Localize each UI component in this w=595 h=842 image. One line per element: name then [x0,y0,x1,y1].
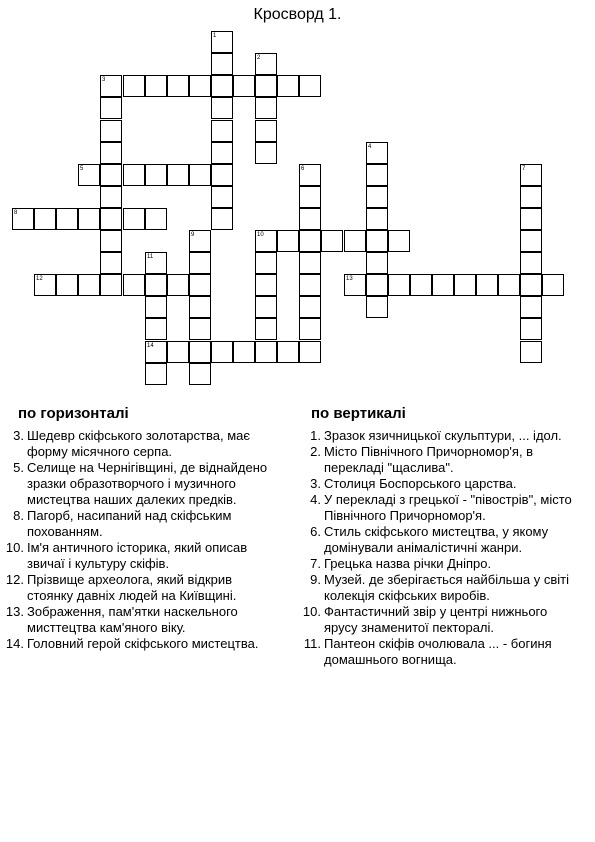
clue-text: Селище на Чернігівщині, де віднайдено зразки образотворчого і музичного мистецтва наших далеких предків. [27,460,268,507]
crossword-cell[interactable] [299,164,321,186]
cell-number: 1 [213,33,217,39]
clue-number: 12. [5,572,24,587]
clue-number: 11. [303,636,321,651]
clue-number: 8. [13,508,24,523]
crossword-cell[interactable] [123,208,145,230]
crossword-cell[interactable] [100,230,122,252]
clue-item [302,604,575,636]
crossword-cell[interactable] [211,208,233,230]
cell-number: 2 [257,55,261,61]
clue-item [305,524,575,556]
crossword-cell[interactable] [145,164,167,186]
clue-text: Ім'я античного історика, який описав звичаї і культуру скіфів. [27,540,248,571]
crossword-cell[interactable] [299,186,321,208]
clue-item [305,476,575,492]
crossword-cell[interactable] [366,208,388,230]
clue-text: Столиця Боспорського царства. [324,476,517,491]
clue-item [5,604,280,636]
cell-number: 14 [147,343,154,349]
crossword-cell[interactable] [211,53,233,75]
clue-item [305,636,575,668]
clue-number: 2. [310,444,321,459]
crossword-cell[interactable] [145,75,167,97]
crossword-cell[interactable] [255,142,277,164]
cell-number: 10 [257,232,264,238]
crossword-cell[interactable] [100,120,122,142]
crossword-cell[interactable] [255,120,277,142]
crossword-cell[interactable] [299,75,321,97]
clue-text: Прізвище археолога, який відкрив стоянку давніх людей на Київщині. [27,572,237,603]
crossword-cell[interactable] [123,164,145,186]
crossword-cell[interactable] [299,252,321,274]
crossword-cell[interactable] [211,164,233,186]
clue-item [305,428,575,444]
clue-item [5,636,280,652]
page-title: Кросворд 1. [253,6,342,23]
crossword-cell[interactable] [454,274,476,296]
crossword-cell[interactable] [520,208,542,230]
cell-number: 13 [346,276,353,282]
crossword-cell[interactable] [145,252,167,274]
crossword-cell[interactable] [366,274,388,296]
clue-text: Шедевр скіфського золотарства, має форму місячного серпа. [27,428,250,459]
crossword-cell[interactable] [189,75,211,97]
crossword-cell[interactable] [189,318,211,340]
cell-number: 8 [14,210,18,216]
crossword-cell[interactable] [100,252,122,274]
crossword-cell[interactable] [366,230,388,252]
crossword-cell[interactable] [255,252,277,274]
clue-number: 9. [310,572,321,587]
crossword-cell[interactable] [123,274,145,296]
crossword-cell[interactable] [145,341,167,363]
crossword-cell[interactable] [255,341,277,363]
crossword-cell[interactable] [100,164,122,186]
clue-text: Грецька назва річки Дніпро. [324,556,492,571]
crossword-cell[interactable] [388,230,410,252]
crossword-cell[interactable] [211,341,233,363]
crossword-cell[interactable] [167,75,189,97]
clue-item [305,492,575,524]
crossword-cell[interactable] [189,341,211,363]
crossword-cell[interactable] [189,274,211,296]
crossword-cell[interactable] [277,230,299,252]
cell-number: 5 [80,166,84,172]
crossword-cell[interactable] [145,296,167,318]
cell-number: 11 [147,254,154,260]
crossword-cell[interactable] [34,274,56,296]
crossword-cell[interactable] [299,208,321,230]
clue-number: 1. [310,428,321,443]
crossword-cell[interactable] [56,208,78,230]
cell-number: 7 [522,166,526,172]
across-clues-list [5,428,280,652]
crossword-cell[interactable] [344,274,366,296]
crossword-cell[interactable] [255,75,277,97]
crossword-cell[interactable] [100,142,122,164]
crossword-cell[interactable] [78,208,100,230]
clue-text: Пагорб, насипаний над скіфським похованням. [27,508,232,539]
clue-number: 3. [13,428,24,443]
crossword-cell[interactable] [100,186,122,208]
crossword-cell[interactable] [211,186,233,208]
crossword-cell[interactable] [520,164,542,186]
crossword-cell[interactable] [255,296,277,318]
clue-text: Фантастичний звір у центрі нижнього ярусу знаменитої пекторалі. [324,604,548,635]
crossword-cell[interactable] [520,341,542,363]
crossword-cell[interactable] [388,274,410,296]
clue-number: 13. [5,604,24,619]
crossword-cell[interactable] [189,252,211,274]
crossword-cell[interactable] [211,120,233,142]
clue-text: Місто Північного Причорномор'я, в перекладі "щаслива". [324,444,534,475]
crossword-cell[interactable] [145,208,167,230]
crossword-cell[interactable] [167,274,189,296]
clue-text: Головний герой скіфського мистецтва. [27,636,259,651]
crossword-cell[interactable] [520,186,542,208]
clue-number: 6. [310,524,321,539]
crossword-cell[interactable] [321,230,343,252]
crossword-cell[interactable] [410,274,432,296]
crossword-cell[interactable] [56,274,78,296]
crossword-cell[interactable] [255,230,277,252]
crossword-cell[interactable] [255,318,277,340]
crossword-cell[interactable] [520,318,542,340]
crossword-cell[interactable] [366,142,388,164]
clue-item [305,572,575,604]
crossword-cell[interactable] [299,318,321,340]
clue-item [305,444,575,476]
clue-item [8,428,280,460]
clue-number: 7. [310,556,321,571]
crossword-cell[interactable] [299,230,321,252]
crossword-cell[interactable] [123,75,145,97]
crossword-cell[interactable] [100,97,122,119]
clue-text: Музей. де зберігається найбільша у світі колекція скіфських виробів. [324,572,569,603]
crossword-cell[interactable] [189,164,211,186]
cell-number: 12 [36,276,43,282]
crossword-cell[interactable] [366,296,388,318]
crossword-cell[interactable] [233,75,255,97]
cell-number: 3 [102,77,106,83]
crossword-cell[interactable] [255,97,277,119]
crossword-cell[interactable] [12,208,34,230]
crossword-cell[interactable] [520,230,542,252]
crossword-cell[interactable] [366,252,388,274]
crossword-cell[interactable] [189,230,211,252]
crossword-cell[interactable] [498,274,520,296]
crossword-cell[interactable] [432,274,454,296]
crossword-cell[interactable] [211,97,233,119]
crossword-cell[interactable] [520,252,542,274]
clue-number: 10. [5,540,24,555]
across-heading: по горизонталі [18,405,129,422]
crossword-cell[interactable] [299,296,321,318]
crossword-cell[interactable] [366,186,388,208]
crossword-cell[interactable] [211,31,233,53]
crossword-cell[interactable] [520,274,542,296]
down-clues-list [302,428,575,668]
clue-number: 4. [310,492,321,507]
cell-number: 4 [368,144,372,150]
clue-text: Зразок язичницької скульптури, ... ідол. [324,428,562,443]
crossword-cell[interactable] [145,363,167,385]
crossword-cell[interactable] [211,75,233,97]
crossword-cell[interactable] [542,274,564,296]
crossword-cell[interactable] [100,208,122,230]
crossword-cell[interactable] [34,208,56,230]
crossword-cell[interactable] [299,274,321,296]
crossword-cell[interactable] [167,341,189,363]
crossword-cell[interactable] [255,274,277,296]
crossword-cell[interactable] [145,274,167,296]
clue-text: Стиль скіфського мистецтва, у якому домінували анімалістичні жанри. [324,524,549,555]
clue-item [8,508,280,540]
clue-item [5,572,280,604]
crossword-cell[interactable] [189,296,211,318]
crossword-cell[interactable] [78,274,100,296]
clue-text: Пантеон скіфів очолювала ... - богиня домашнього вогнища. [324,636,552,667]
clue-number: 5. [13,460,24,475]
crossword-cell[interactable] [145,318,167,340]
crossword-cell[interactable] [366,164,388,186]
crossword-cell[interactable] [277,341,299,363]
clue-item [8,460,280,508]
crossword-cell[interactable] [255,53,277,75]
crossword-cell[interactable] [100,75,122,97]
clue-text: Зображення, пам'ятки наскельного мисттецтва кам'яного віку. [27,604,238,635]
clue-number: 10. [302,604,321,619]
cell-number: 9 [191,232,195,238]
crossword-cell[interactable] [78,164,100,186]
clue-number: 14. [5,636,24,651]
clue-item [5,540,280,572]
cell-number: 6 [301,166,305,172]
clue-text: У перекладі з грецької - "півострів", місто Північного Причорномор'я. [324,492,572,523]
crossword-cell[interactable] [100,274,122,296]
crossword-grid [0,0,595,400]
clue-item [305,556,575,572]
crossword-cell[interactable] [233,341,255,363]
crossword-cell[interactable] [277,75,299,97]
crossword-cell[interactable] [211,142,233,164]
down-heading: по вертикалі [311,405,406,422]
crossword-cell[interactable] [189,363,211,385]
crossword-cell[interactable] [520,296,542,318]
clue-number: 3. [310,476,321,491]
crossword-cell[interactable] [476,274,498,296]
crossword-cell[interactable] [167,164,189,186]
crossword-cell[interactable] [299,341,321,363]
crossword-cell[interactable] [344,230,366,252]
